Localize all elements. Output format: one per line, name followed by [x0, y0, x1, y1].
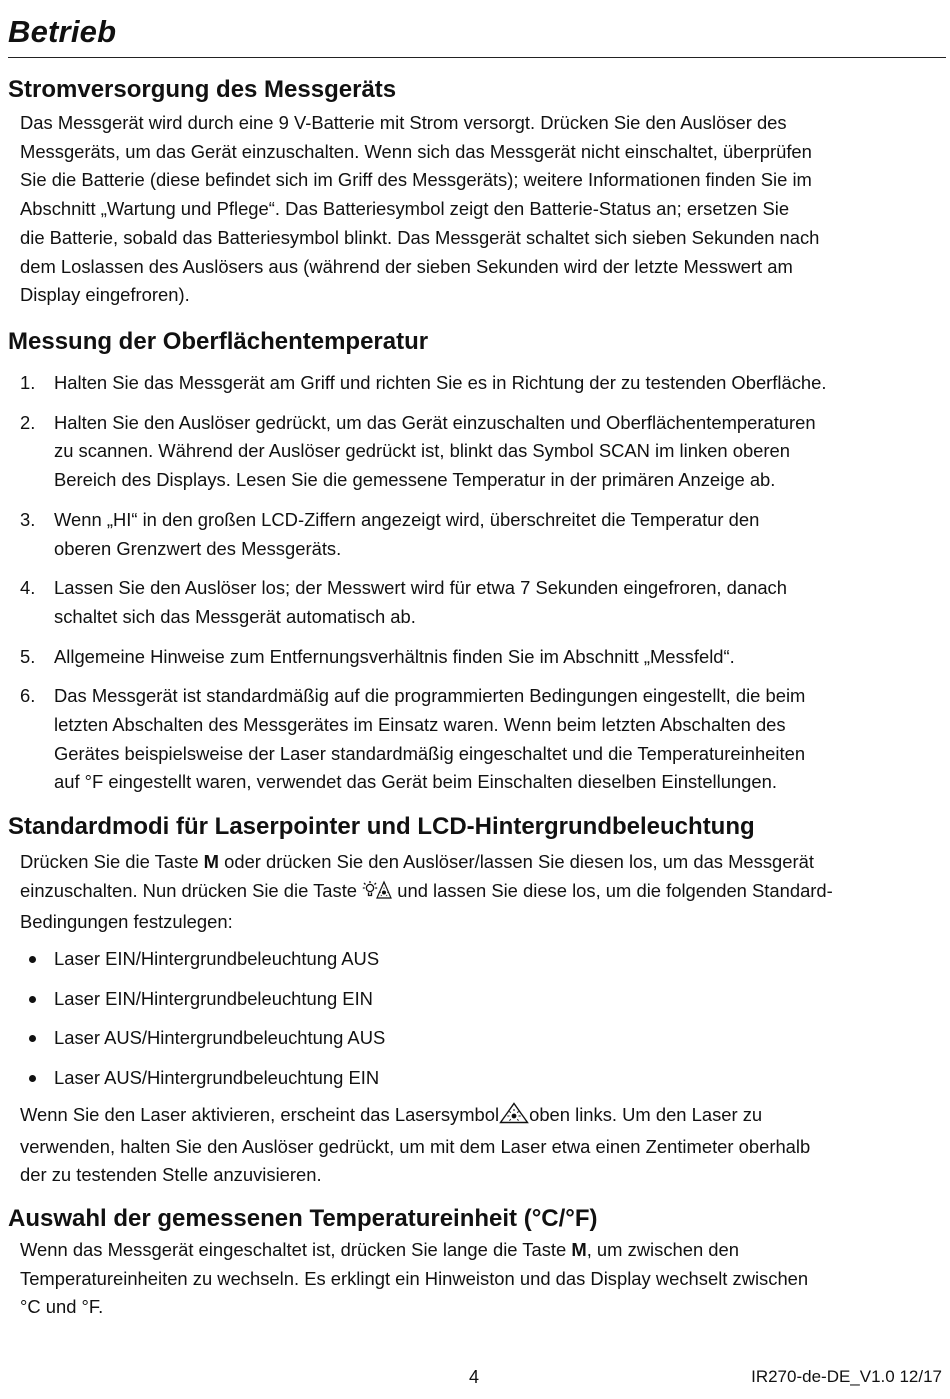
text-line: auf °F eingestellt waren, verwendet das Gerät beim Einschalten dieselben Einstellungen.: [54, 771, 777, 793]
list-item-label: Laser AUS/Hintergrundbeleuchtung EIN: [54, 1067, 380, 1089]
default-modes-list: [20, 945, 385, 1093]
text-line: Halten Sie das Messgerät am Griff und richten Sie es in Richtung der zu testenden Oberfläche.: [54, 372, 827, 393]
step-number: 6.: [20, 685, 36, 707]
text-line: verwenden, halten Sie den Auslöser gedrückt, um mit dem Laser etwa einen Zentimeter oberhalb: [20, 1135, 811, 1157]
text-line: Wenn „HI“ in den großen LCD-Ziffern angezeigt wird, überschreitet die Temperatur den: [54, 508, 760, 530]
text-line: Bedingungen festzulegen:: [20, 911, 233, 933]
text-line: letzten Abschalten des Messgerätes im Einsatz waren. Wenn beim letzten Abschalten des: [54, 714, 786, 736]
bullet-icon: [29, 1035, 36, 1042]
text-line: Bereich des Displays. Lesen Sie die gemessene Temperatur in der primären Anzeige ab.: [54, 469, 776, 491]
text-line: [20, 877, 938, 909]
list-item: [20, 682, 940, 797]
list-item-label: Laser AUS/Hintergrundbeleuchtung AUS: [54, 1027, 386, 1049]
m-key-label: M: [571, 1239, 587, 1260]
text-line: zu scannen. Während der Auslöser gedrückt ist, blinkt das Symbol SCAN im linken oberen: [54, 440, 790, 462]
step-number: 4.: [20, 577, 36, 599]
text-line: Das Messgerät ist standardmäßig auf die programmierten Bedingungen eingestellt, die beim: [54, 685, 806, 707]
text-line: °C und °F.: [20, 1296, 104, 1318]
text-line: Halten Sie den Auslöser gedrückt, um das Gerät einzuschalten und Oberflächentemperaturen: [54, 411, 816, 433]
temperature-unit-text: [20, 1236, 938, 1322]
text-line: Allgemeine Hinweise zum Entfernungsverhältnis finden Sie im Abschnitt „Messfeld“.: [54, 645, 735, 667]
text-run: einzuschalten. Nun drücken Sie die Taste: [20, 879, 363, 901]
list-item: [20, 1064, 385, 1093]
text-line: [20, 848, 938, 877]
text-run: Drücken Sie die Taste: [20, 851, 204, 872]
heading-temperature-unit: Auswahl der gemessenen Temperatureinheit (°C/°F): [8, 1205, 598, 1232]
list-item: [20, 945, 385, 974]
bullet-icon: [29, 956, 36, 963]
list-item: [20, 369, 940, 398]
laser-usage-text: [20, 1101, 938, 1190]
page-number: 4: [469, 1367, 480, 1387]
text-run: , um zwischen den: [586, 1239, 739, 1260]
text-line: [20, 1236, 938, 1265]
power-supply-text: [20, 109, 938, 310]
bullet-icon: [29, 996, 36, 1003]
text-line: dem Loslassen des Auslösers aus (während der sieben Sekunden wird der letzte Messwert am: [20, 255, 793, 277]
list-item: [20, 506, 940, 563]
text-run: oben links. Um den Laser zu: [529, 1104, 763, 1125]
text-line: die Batterie, sobald das Batteriesymbol blinkt. Das Messgerät schaltet sich sieben Sekunden nach: [20, 226, 820, 248]
list-item: [20, 985, 385, 1014]
text-line: Lassen Sie den Auslöser los; der Messwert wird für etwa 7 Sekunden eingefroren, danach: [54, 577, 787, 599]
text-run: Wenn Sie den Laser aktivieren, erscheint das Lasersymbol: [20, 1104, 500, 1125]
text-line: [20, 1101, 938, 1133]
text-run: und lassen Sie diese los, um die folgenden Standard-: [392, 879, 833, 901]
text-line: Abschnitt „Wartung und Pflege“. Das Batteriesymbol zeigt den Batterie-Status an; ersetzen Sie: [20, 198, 790, 220]
heading-power-supply: Stromversorgung des Messgeräts: [8, 76, 397, 103]
m-key-label: M: [203, 851, 219, 872]
text-line: Temperatureinheiten zu wechseln. Es erklingt ein Hinweiston und das Display wechselt zwischen: [20, 1267, 809, 1289]
list-item-label: Laser EIN/Hintergrundbeleuchtung AUS: [54, 948, 380, 969]
text-line: der zu testenden Stelle anzuvisieren.: [20, 1164, 322, 1186]
default-modes-intro: [20, 848, 938, 937]
heading-default-modes: Standardmodi für Laserpointer und LCD-Hintergrundbeleuchtung: [8, 813, 755, 840]
list-item: [20, 1024, 385, 1053]
list-item: [20, 643, 940, 672]
step-number: 1.: [20, 372, 36, 393]
text-line: oberen Grenzwert des Messgeräts.: [54, 537, 342, 559]
surface-temperature-steps: [20, 369, 940, 797]
title-divider: [8, 57, 946, 58]
text-line: schaltet sich das Messgerät automatisch ab.: [54, 605, 416, 627]
heading-surface-temperature: Messung der Oberflächentemperatur: [8, 328, 429, 355]
bullet-icon: [29, 1075, 36, 1082]
text-line: Messgeräts, um das Gerät einzuschalten. Wenn sich das Messgerät nicht einschaltet, überprüfen: [20, 140, 812, 162]
text-line: Das Messgerät wird durch eine 9 V-Batterie mit Strom versorgt. Drücken Sie den Auslöser des: [20, 112, 787, 133]
text-run: Wenn das Messgerät eingeschaltet ist, drücken Sie lange die Taste: [20, 1239, 572, 1260]
backlight-laser-key-icon: [362, 880, 392, 909]
list-item: [20, 574, 940, 631]
text-line: Sie die Batterie (diese befindet sich im Griff des Messgeräts); weitere Informationen finden Sie im: [20, 169, 812, 191]
step-number: 2.: [20, 411, 36, 433]
page-title: Betrieb: [8, 14, 117, 49]
document-id: IR270-de-DE_V1.0 12/17: [751, 1367, 942, 1386]
text-line: Display eingefroren).: [20, 284, 190, 306]
list-item-label: Laser EIN/Hintergrundbeleuchtung EIN: [54, 987, 373, 1009]
laser-warning-icon: [499, 1102, 529, 1133]
list-item: [20, 409, 940, 495]
step-number: 5.: [20, 645, 36, 667]
text-line: Gerätes beispielsweise der Laser standardmäßig eingeschaltet und die Temperatureinheiten: [54, 742, 806, 764]
step-number: 3.: [20, 508, 36, 530]
text-run: oder drücken Sie den Auslöser/lassen Sie diesen los, um das Messgerät: [219, 851, 814, 872]
